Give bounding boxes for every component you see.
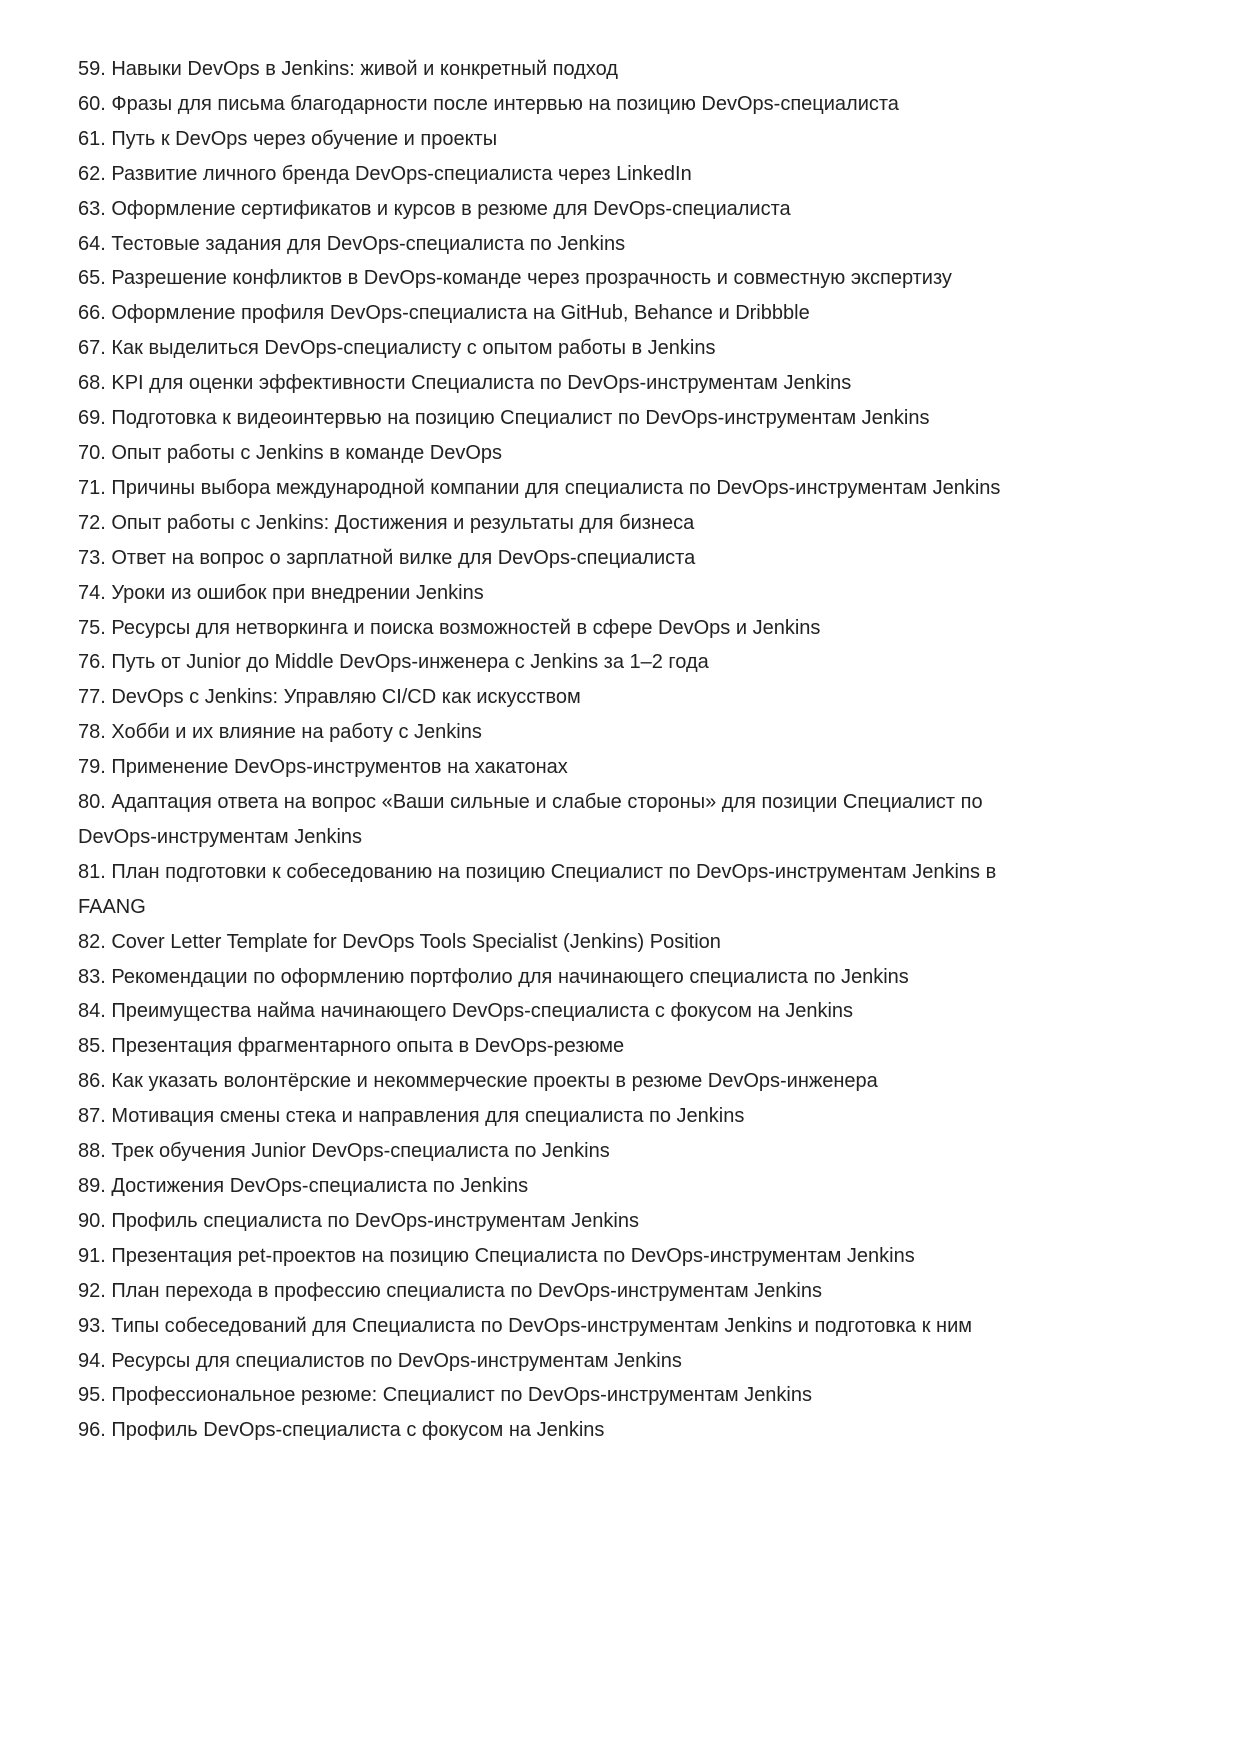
list-item: 63. Оформление сертификатов и курсов в резюме для DevOps-специалиста [78, 197, 791, 220]
list-item: 64. Тестовые задания для DevOps-специалиста по Jenkins [78, 232, 626, 255]
list-item: 94. Ресурсы для специалистов по DevOps-инструментам Jenkins [78, 1349, 682, 1372]
list-item: 76. Путь от Junior до Middle DevOps-инженера с Jenkins за 1–2 года [78, 651, 709, 674]
list-item: 60. Фразы для письма благодарности после интервью на позицию DevOps-специалиста [78, 92, 899, 115]
list-item: 93. Типы собеседований для Специалиста по DevOps-инструментам Jenkins и подготовка к ним [78, 1314, 973, 1337]
list-item: 68. KPI для оценки эффективности Специалиста по DevOps-инструментам Jenkins [78, 372, 852, 395]
list-item: 74. Уроки из ошибок при внедрении Jenkins [78, 581, 484, 604]
list-item: 92. План перехода в профессию специалиста по DevOps-инструментам Jenkins [78, 1279, 822, 1302]
list-item: 84. Преимущества найма начинающего DevOps-специалиста с фокусом на Jenkins [78, 1000, 854, 1023]
list-item: 61. Путь к DevOps через обучение и проекты [78, 127, 498, 150]
list-item: 95. Профессиональное резюме: Специалист по DevOps-инструментам Jenkins [78, 1384, 812, 1407]
list-item: 85. Презентация фрагментарного опыта в DevOps-резюме [78, 1035, 625, 1058]
list-item: 78. Хобби и их влияние на работу с Jenkins [78, 721, 482, 744]
list-item: 79. Применение DevOps-инструментов на хакатонах [78, 756, 568, 779]
list-item: 77. DevOps с Jenkins: Управляю CI/CD как искусством [78, 686, 581, 709]
list-item: 89. Достижения DevOps-специалиста по Jenkins [78, 1175, 529, 1197]
document-body [78, 52, 1038, 1448]
list-item: 62. Развитие личного бренда DevOps-специалиста через LinkedIn [78, 162, 692, 185]
list-item: 80. Адаптация ответа на вопрос «Ваши сильные и слабые стороны» для позиции Специалист по DevOps-инструментам Jenkins [78, 791, 983, 848]
list-item: 86. Как указать волонтёрские и некоммерческие проекты в резюме DevOps-инженера [78, 1070, 878, 1093]
topic-list [78, 52, 1038, 1448]
list-item: 87. Мотивация смены стека и направления для специалиста по Jenkins [78, 1105, 745, 1128]
list-item: 88. Трек обучения Junior DevOps-специалиста по Jenkins [78, 1140, 610, 1163]
list-item: 71. Причины выбора международной компании для специалиста по DevOps-инструментам Jenkins [78, 476, 1001, 499]
list-item: 91. Презентация pet-проектов на позицию Специалиста по DevOps-инструментам Jenkins [78, 1244, 915, 1267]
list-item: 81. План подготовки к собеседованию на позицию Специалист по DevOps-инструментам Jenkins в FAANG [78, 860, 997, 918]
list-item: 82. Cover Letter Template for DevOps Tools Specialist (Jenkins) Position [78, 930, 721, 953]
list-item: 73. Ответ на вопрос о зарплатной вилке для DevOps-специалиста [78, 546, 696, 569]
list-item: 69. Подготовка к видеоинтервью на позицию Специалист по DevOps-инструментам Jenkins [78, 407, 930, 430]
list-item: 70. Опыт работы с Jenkins в команде DevOps [78, 441, 503, 464]
list-item: 90. Профиль специалиста по DevOps-инструментам Jenkins [78, 1209, 639, 1232]
list-item: 96. Профиль DevOps-специалиста с фокусом на Jenkins [78, 1419, 605, 1442]
list-item: 59. Навыки DevOps в Jenkins: живой и конкретный подход [78, 58, 618, 80]
list-item: 67. Как выделиться DevOps-специалисту с опытом работы в Jenkins [78, 337, 716, 360]
list-item: 75. Ресурсы для нетворкинга и поиска возможностей в сфере DevOps и Jenkins [78, 616, 821, 639]
list-item: 72. Опыт работы с Jenkins: Достижения и результаты для бизнеса [78, 511, 695, 534]
list-item: 66. Оформление профиля DevOps-специалиста на GitHub, Behance и Dribbble [78, 302, 810, 325]
list-item: 65. Разрешение конфликтов в DevOps-команде через прозрачность и совместную экспертизу [78, 267, 952, 290]
list-item: 83. Рекомендации по оформлению портфолио для начинающего специалиста по Jenkins [78, 965, 909, 988]
